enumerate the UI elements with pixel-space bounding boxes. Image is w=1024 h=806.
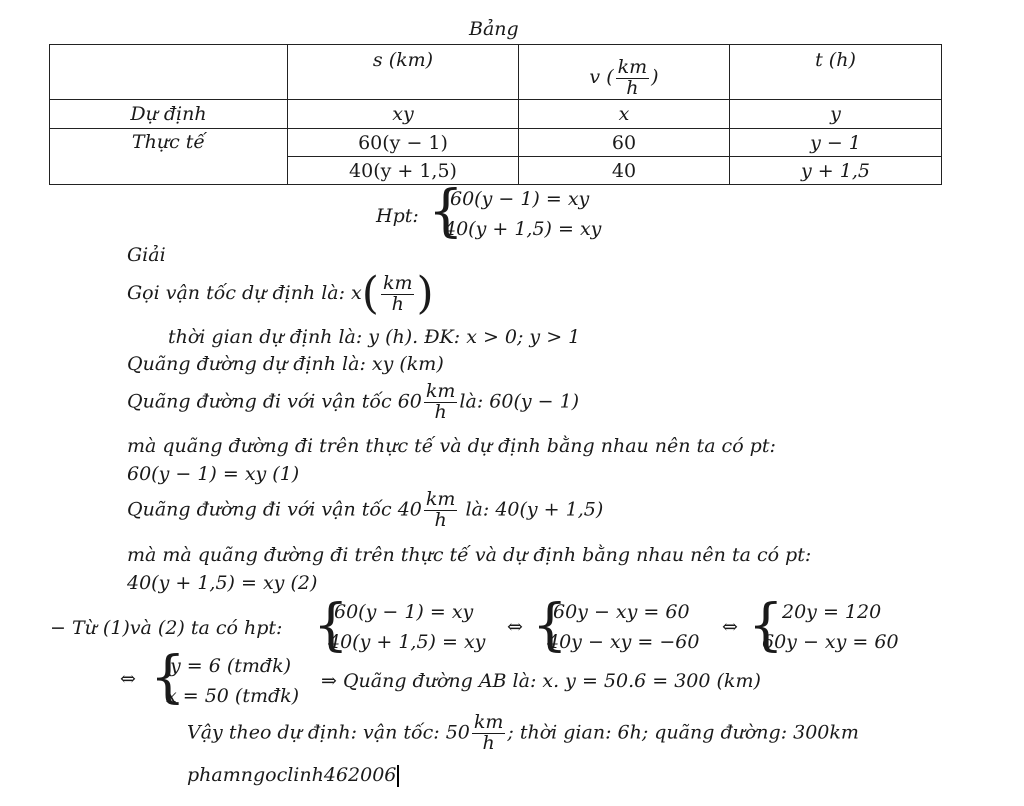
system3-eq2: 40y − xy = −60 <box>547 631 700 653</box>
system-label: Hpt: <box>376 205 419 227</box>
system5-eq2: x = 50 (tmđk) <box>166 685 300 707</box>
conclusion-line: Vậy theo dự định: vận tốc: 50 $\frac{km}{h}$ ; thời gian: 6h; quãng đường: 300km <box>187 711 859 754</box>
header-distance: s (km) <box>288 45 519 100</box>
system-eq1: 60(y − 1) = xy <box>450 188 590 210</box>
row-label: Dự định <box>50 100 288 129</box>
solution-heading: Giải <box>127 244 166 266</box>
cell-v: 60 <box>519 129 730 157</box>
cell-v: x <box>519 100 730 129</box>
row-label: Thực tế <box>50 129 288 185</box>
cell-t: y + 1,5 <box>730 157 942 185</box>
solution-line-5: mà quãng đường đi trên thực tế và dự định bằng nhau nên ta có pt: <box>127 435 776 457</box>
header-empty-cell <box>50 45 288 100</box>
result-line: ⇒ Quãng đường AB là: x. y = 50.6 = 300 (km) <box>321 670 761 692</box>
equiv-3: ⇔ <box>120 668 136 690</box>
solution-line-9: 40(y + 1,5) = xy (2) <box>127 572 318 594</box>
cell-t: y − 1 <box>730 129 942 157</box>
header-time: t (h) <box>730 45 942 100</box>
equiv-1: ⇔ <box>507 616 523 638</box>
table-row-actual-1 <box>50 129 942 157</box>
cell-t: y <box>730 100 942 129</box>
equiv-2: ⇔ <box>722 616 738 638</box>
system-eq2: 40(y + 1,5) = xy <box>444 218 602 240</box>
table-header-row <box>50 45 942 100</box>
table-caption: Bảng <box>469 18 519 40</box>
system3-brace: { <box>532 593 568 658</box>
solution-line-3: Quãng đường dự định là: xy (km) <box>127 353 444 375</box>
system3-eq1: 60y − xy = 60 <box>553 601 690 623</box>
solution-line-6: 60(y − 1) = xy (1) <box>127 463 300 485</box>
system5-brace: { <box>150 645 186 710</box>
solution-line-1: Gọi vận tốc dự định là: x( $\frac{km}{h}$ ) <box>127 268 434 319</box>
system2-eq2: 40(y + 1,5) = xy <box>328 631 486 653</box>
hpt-prefix: − Từ (1)và (2) ta có hpt: <box>50 617 283 639</box>
author-signature: phamngoclinh462006 <box>187 764 399 787</box>
system2-brace: { <box>313 593 349 658</box>
system4-eq2: 60y − xy = 60 <box>762 631 899 653</box>
data-table <box>49 44 942 185</box>
solution-line-7: Quãng đường đi với vận tốc 40 $\frac{km}{h}$ là: 40(y + 1,5) <box>127 488 604 531</box>
header-velocity: v ( $\frac{km}{h}$ ) <box>519 45 730 100</box>
system2-eq1: 60(y − 1) = xy <box>334 601 474 623</box>
system4-brace: { <box>748 593 784 658</box>
text-cursor <box>397 765 399 787</box>
solution-line-8: mà mà quãng đường đi trên thực tế và dự định bằng nhau nên ta có pt: <box>127 544 812 566</box>
cell-v: 40 <box>519 157 730 185</box>
solution-line-4: Quãng đường đi với vận tốc 60 $\frac{km}{h}$ là: 60(y − 1) <box>127 380 580 423</box>
cell-s: 60(y − 1) <box>288 129 519 157</box>
solution-line-2: thời gian dự định là: y (h). ĐK: x > 0; y > 1 <box>168 326 581 348</box>
cell-s: xy <box>288 100 519 129</box>
table-row-planned <box>50 100 942 129</box>
system5-eq1: y = 6 (tmđk) <box>170 655 292 677</box>
system-brace: { <box>428 179 464 244</box>
system4-eq1: 20y = 120 <box>782 601 882 623</box>
cell-s: 40(y + 1,5) <box>288 157 519 185</box>
